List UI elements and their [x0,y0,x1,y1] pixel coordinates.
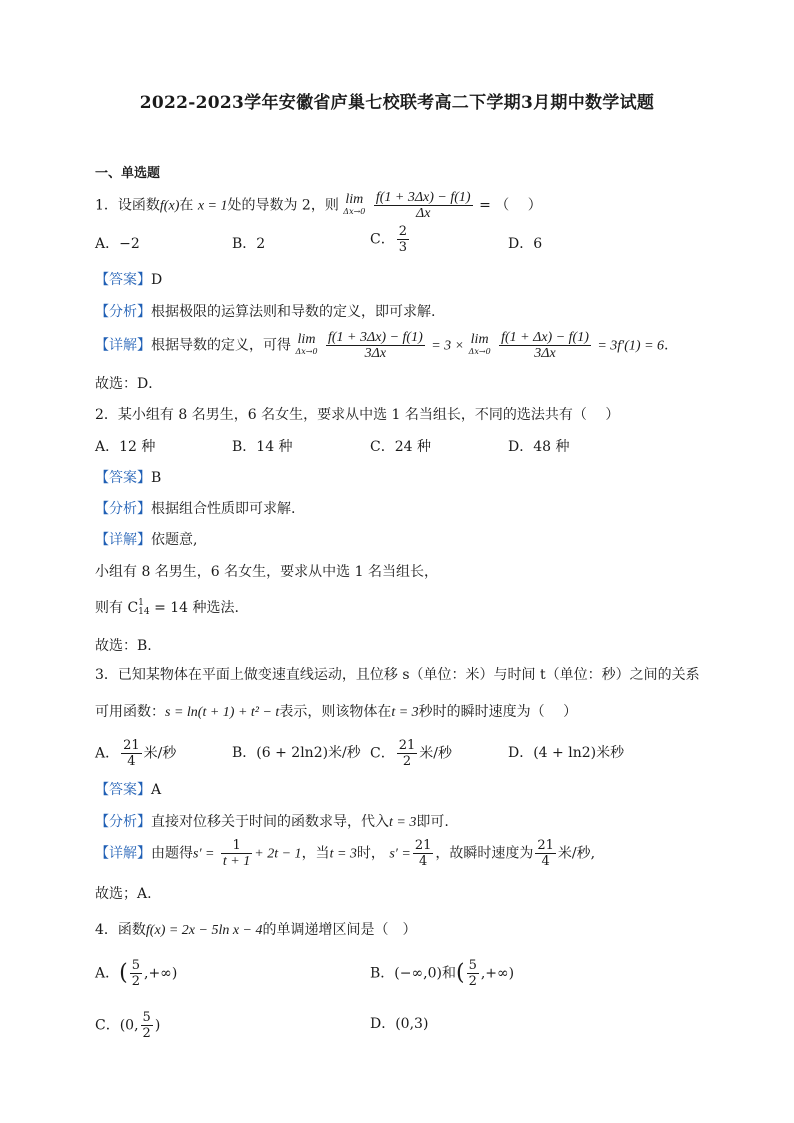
q2-option-d: D．48 种 [508,439,570,455]
q2-answer: 【答案】B [95,470,162,486]
q1-option-b: B．2 [232,236,266,252]
q3-option-a: A． $\frac{21}{4}$ 米/秒 [95,738,177,769]
q3-stem-line2: 可用函数：s = ln(t + 1) + t² − t表示，则该物体在t = 3秒时的瞬时速度为（ ） [95,704,578,720]
q1-analysis: 【分析】根据极限的运算法则和导数的定义，即可求解. [95,304,436,320]
section-heading: 一、单选题 [95,166,161,181]
q1-option-c: C． $\frac{2}{3}$ [370,224,407,255]
q1-stem: 1．设函数f(x)在 x = 1处的导数为 2，则 lim Δx→0 $\frac{f(1 + 3\Delta x) - f(1)}{\Delta x}$ = （ ） [95,190,542,221]
q2-option-b: B．14 种 [232,439,293,455]
q2-detail-line3: 则有 C 1 14 = 14 种选法. [95,598,239,617]
q2-detail: 【详解】依题意, [95,532,198,548]
q3-stem-line1: 3．已知某物体在平面上做变速直线运动，且位移 s（单位：米）与时间 t（单位：秒）之间的关系 [95,667,700,683]
q1-option-d: D．6 [508,236,543,252]
q4-option-d: D．(0,3) [370,1016,429,1032]
q3-analysis: 【分析】直接对位移关于时间的函数求导，代入t = 3即可. [95,814,449,830]
q3-detail: 【详解】由题得s′ = $\frac{1}{t + 1}$ + 2t − 1，当t = 3时， s′ = $\frac{21}{4}$ ，故瞬时速度为 $\frac{21}{4}$ 米/秒, [95,838,596,869]
q1-option-a: A．−2 [95,236,140,252]
q1-conclusion: 故选：D． [95,376,163,392]
q1-detail: 【详解】根据导数的定义，可得 lim Δx→0 $\frac{f(1 + 3\Delta x) - f(1)}{3\Delta x}$ = 3 × lim Δx→0 $\frac{f(1 + \Delta x) - f(1)}{3\Delta x}$ = 3f′(1) = 6. [95,330,669,361]
q2-analysis: 【分析】根据组合性质即可求解. [95,501,296,517]
q3-answer: 【答案】A [95,782,162,798]
q3-option-c: C． $\frac{21}{2}$ 米/秒 [370,738,452,769]
q2-detail-line2: 小组有 8 名男生，6 名女生，要求从中选 1 名当组长， [95,564,438,580]
page-title: 2022-2023学年安徽省庐巢七校联考高二下学期3月期中数学试题 [139,93,655,113]
q4-stem: 4．函数f(x) = 2x − 5ln x − 4的单调递增区间是（ ） [95,922,417,938]
q4-option-a: A．( $\frac{5}{2}$ ,+∞) [95,958,178,989]
q1-answer: 【答案】D [95,272,163,288]
q2-stem: 2．某小组有 8 名男生，6 名女生，要求从中选 1 名当组长，不同的选法共有（ ） [95,407,620,423]
q4-option-b: B．(−∞,0)和( $\frac{5}{2}$ ,+∞) [370,958,515,989]
q2-conclusion: 故选：B. [95,638,152,654]
q3-option-b: B．(6 + 2ln2)米/秒 [232,745,361,761]
q2-option-a: A．12 种 [95,439,156,455]
q3-option-d: D．(4 + ln2)米秒 [508,745,625,761]
q4-option-c: C．(0, $\frac{5}{2}$ ) [95,1010,161,1041]
q2-option-c: C．24 种 [370,439,431,455]
q3-conclusion: 故选；A. [95,886,152,902]
